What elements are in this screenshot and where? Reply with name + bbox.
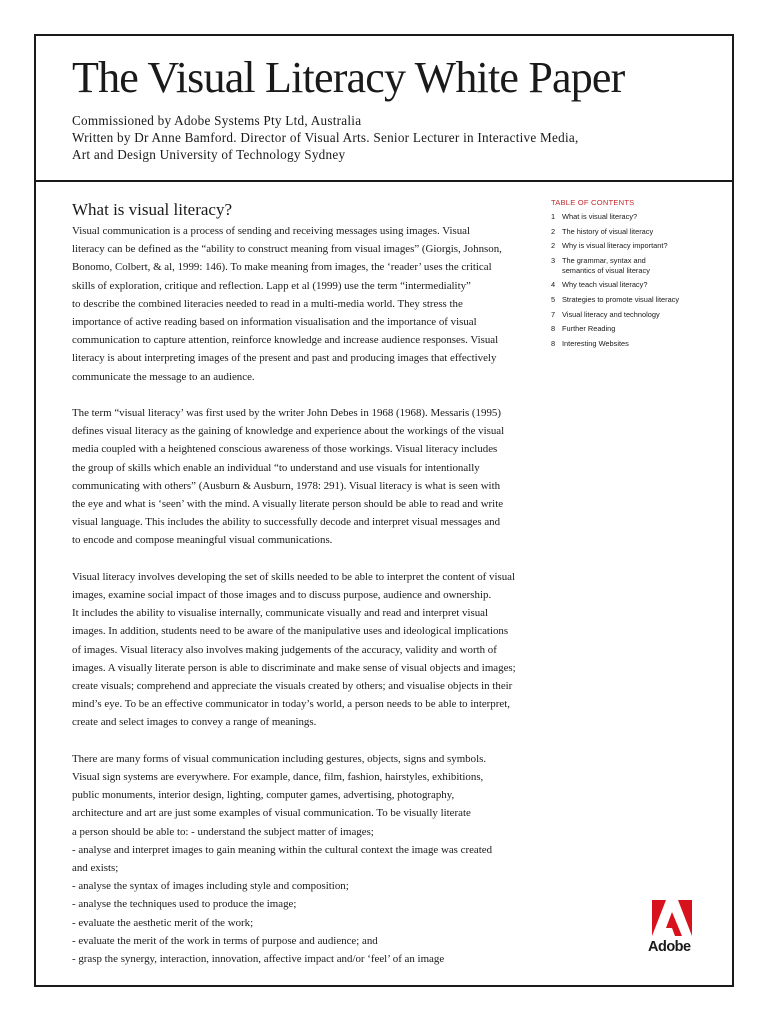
toc-item-label: The history of visual literacy: [562, 226, 654, 236]
paragraph-4: [72, 750, 542, 968]
toc-item[interactable]: [551, 227, 721, 237]
header-divider: [34, 180, 734, 182]
text-line: communicate the message to an audience.: [72, 370, 255, 383]
toc-item-label: Further Reading: [562, 324, 616, 334]
text-line: public monuments, interior design, lighting, computer games, advertising, photography,: [72, 789, 455, 802]
text-line: - grasp the synergy, interaction, innovation, affective impact and/or ‘feel’ of an image: [72, 953, 445, 966]
toc-item-label: Why teach visual literacy?: [562, 280, 648, 290]
toc-item-label: Why is visual literacy important?: [562, 241, 668, 251]
table-of-contents: [551, 198, 721, 354]
text-line: literacy can be defined as the “ability to construct meaning from visual images” (Giorgis, Johnson,: [72, 243, 502, 256]
text-line: Visual literacy involves developing the set of skills needed to be able to interpret the content of visual: [72, 570, 516, 583]
text-line: architecture and art are just some examples of visual communication. To be visually literate: [72, 807, 471, 820]
text-line: mind’s eye. To be an effective communicator in today’s world, a person needs to be able to interpret,: [72, 698, 510, 711]
toc-item-label: What is visual literacy?: [562, 212, 638, 221]
logo-right-shape: [678, 900, 692, 936]
commission-line: Commissioned by Adobe Systems Pty Ltd, Australia: [72, 113, 362, 128]
text-line: to describe the combined literacies needed to read in a multi-media world. They stress the: [72, 297, 463, 310]
toc-page-number: 7: [551, 309, 556, 319]
text-line: Bonomo, Colbert, & al, 1999: 146). To make meaning from images, the ‘reader’ uses the critical: [72, 261, 492, 274]
paragraph-3: [72, 568, 542, 732]
text-line: defines visual literacy as the gaining of knowledge and experience about the workings of the visual: [72, 425, 505, 438]
text-line: - evaluate the aesthetic merit of the work;: [72, 916, 254, 929]
toc-item[interactable]: [551, 280, 721, 290]
text-line: There are many forms of visual communication including gestures, objects, signs and symbols.: [72, 752, 487, 765]
text-line: literacy is about interpreting images of the present and past and producing images that effectively: [72, 352, 497, 365]
text-line: The term “visual literacy’ was first used by the writer John Debes in 1968 (1968). Messaris (1995): [72, 407, 501, 420]
paragraph-1: [72, 222, 542, 386]
toc-item[interactable]: [551, 241, 721, 251]
text-line: It includes the ability to visualise internally, communicate visually and read and interpret visual: [72, 607, 489, 620]
text-line: - analyse and interpret images to gain meaning within the cultural context the image was created: [72, 843, 493, 856]
toc-heading: TABLE OF CONTENTS: [551, 198, 635, 207]
text-line: Visual communication is a process of sending and receiving messages using images. Visual: [72, 225, 471, 237]
toc-item[interactable]: [551, 324, 721, 334]
text-line: create visuals; comprehend and appreciate the visuals created by others; and visualise objects in their: [72, 680, 513, 693]
adobe-brand: [648, 900, 700, 960]
toc-item[interactable]: [551, 295, 721, 305]
text-line: - analyse the syntax of images including style and composition;: [72, 880, 349, 893]
toc-page-number: 8: [551, 339, 556, 349]
logo-left-shape: [652, 900, 666, 936]
text-line: communicating with others” (Ausburn & Ausburn, 1978: 291). Visual literacy is what is seen with: [72, 479, 501, 492]
text-line: images, examine social impact of those images and to discuss purpose, audience and ownership.: [72, 589, 492, 602]
text-line: media coupled with a heightened conscious awareness of those workings. Visual literacy includes: [72, 443, 498, 456]
author-line-1: Written by Dr Anne Bamford. Director of Visual Arts. Senior Lecturer in Interactive Media,: [72, 130, 579, 145]
text-line: create and select images to convey a range of meanings.: [72, 716, 317, 729]
section-heading: What is visual literacy?: [72, 200, 233, 219]
document-meta: [72, 112, 579, 163]
toc-page-number: 4: [551, 280, 556, 290]
adobe-logo-icon: [652, 900, 692, 936]
text-line: of images. Visual literacy also involves making judgements of the accuracy, validity and worth of: [72, 643, 497, 656]
toc-item[interactable]: [551, 212, 721, 222]
author-line-2: Art and Design University of Technology Sydney: [72, 147, 346, 162]
text-line: and exists;: [72, 862, 119, 875]
text-line: images. A visually literate person is able to discriminate and make sense of visual objects and images;: [72, 661, 516, 674]
toc-page-number: 8: [551, 324, 556, 334]
toc-item-label: The grammar, syntax and semantics of visual literacy: [562, 256, 650, 275]
toc-page-number: 1: [551, 212, 556, 221]
toc-page-number: 3: [551, 256, 556, 266]
text-line: - evaluate the merit of the work in terms of purpose and audience; and: [72, 934, 378, 947]
text-line: importance of active reading based on information visualisation and the importance of visual: [72, 316, 477, 329]
toc-item-label: Strategies to promote visual literacy: [562, 295, 680, 305]
body-text: [72, 222, 542, 968]
document-title: The Visual Literacy White Paper: [72, 53, 625, 102]
text-line: a person should be able to: - understand the subject matter of images;: [72, 825, 374, 838]
text-line: the group of skills which enable an individual “to understand and use visuals for intentionally: [72, 461, 480, 474]
adobe-wordmark: Adobe: [648, 939, 691, 955]
text-line: visual language. This includes the ability to successfully decode and interpret visual messages and: [72, 516, 501, 529]
text-line: images. In addition, students need to be aware of the manipulative uses and ideological implications: [72, 625, 509, 638]
logo-center-shape: [666, 912, 682, 936]
toc-page-number: 5: [551, 295, 556, 305]
toc-item[interactable]: [551, 256, 721, 275]
text-line: the eye and what is ‘seen’ with the mind. A visually literate person should be able to read and write: [72, 498, 504, 511]
toc-page-number: 2: [551, 226, 556, 236]
text-line: skills of exploration, critique and reflection. Lapp et al (1999) use the term “intermediality”: [72, 279, 471, 292]
toc-item-label: Visual literacy and technology: [562, 309, 660, 319]
text-line: Visual sign systems are everywhere. For example, dance, film, fashion, hairstyles, exhibitions,: [72, 771, 484, 784]
toc-item[interactable]: [551, 310, 721, 320]
text-line: - analyse the techniques used to produce the image;: [72, 898, 297, 911]
text-line: to encode and compose meaningful visual communications.: [72, 534, 333, 547]
toc-item[interactable]: [551, 339, 721, 349]
toc-page-number: 2: [551, 241, 556, 251]
toc-item-label: Interesting Websites: [562, 339, 629, 349]
text-line: communication to capture attention, reinforce knowledge and increase audience responses. Visual: [72, 334, 499, 347]
paragraph-2: [72, 404, 542, 550]
